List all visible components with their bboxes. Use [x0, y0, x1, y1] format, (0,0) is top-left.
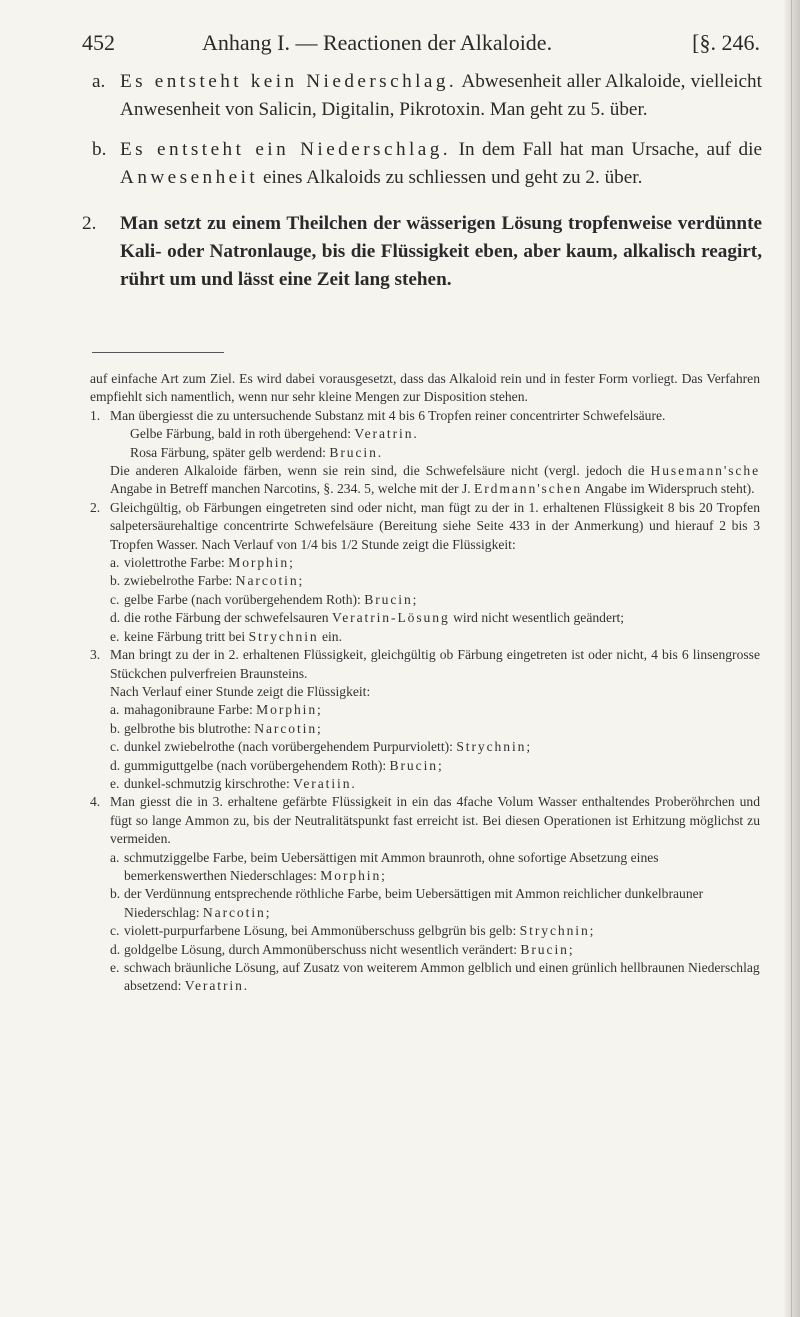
- list-item: b. der Verdünnung entsprechende röthliche Farbe, beim Uebersättigen mit Ammon reichlicher dunkelbrauner Niederschlag: Narcotin;: [110, 886, 704, 920]
- emphasis: Es entsteht kein Niederschlag.: [120, 71, 458, 92]
- footnote-rule: [92, 352, 224, 353]
- list-item: d. die rothe Färbung der schwefelsauren Veratrin-Lösung wird nicht wesentlich geändert;: [110, 610, 625, 626]
- item-a: a. Es entsteht kein Niederschlag. Abwesenheit aller Alkaloide, vielleicht Anwesenheit von Salicin, Digitalin, Pikrotoxin. Man geht zu 5. über.: [92, 71, 762, 120]
- page-number: 452: [82, 30, 115, 55]
- footnote-intro: auf einfache Art zum Ziel. Es wird dabei vorausgesetzt, dass das Alkaloid rein und in fester Form vorliegt. Das Verfahren empfiehlt sich namentlich, wenn nur sehr kleine Mengen zur Disposition stehen.: [90, 371, 760, 405]
- list-item: a. mahagonibraune Farbe: Morphin;: [110, 702, 323, 718]
- footnote-item-3: 3. Man bringt zu der in 2. erhaltenen Flüssigkeit, gleichgültig ob Färbung eingetreten ist oder nicht, 4 bis 6 linsengrosse Stückchen pulverfreien Braunsteins. Nach Verlauf einer Stunde zeigt die Flüssigkeit: a. mahagonibraune Farbe: Morphin; b. gelbrothe bis blutrothe: Narcotin; c. dunkel zwiebelrothe (nach vorübergehendem Purpurviolett): Strychnin; d. gummiguttgelbe (nach vorübergehendem Roth): Brucin; e. dunkel-schmutzig kirschrothe: Veratiin.: [90, 646, 760, 793]
- emphasis: Es entsteht ein Niederschlag.: [120, 139, 452, 160]
- list-item: e. keine Färbung tritt bei Strychnin ein.: [110, 628, 343, 644]
- item-b: b. Es entsteht ein Niederschlag. In dem Fall hat man Ursache, auf die Anwesenheit eines Alkaloids zu schliessen und geht zu 2. über.: [92, 139, 762, 188]
- list-item: e. schwach bräunliche Lösung, auf Zusatz von weiterem Ammon gelblich und einen grünlich hellbraunen Niederschlag absetzend: Veratrin.: [110, 960, 760, 994]
- footnote-item-1: 1. Man übergiesst die zu untersuchende Substanz mit 4 bis 6 Tropfen reiner concentrirter Schwefelsäure. Gelbe Färbung, bald in roth übergehend: Veratrin. Rosa Färbung, später gelb werdend: Brucin. Die anderen Alkaloide färben, wenn sie rein sind, die Schwefelsäure nicht (vergl. jedoch die Husemann'sche Angabe in Betreff manchen Narcotins, §. 234. 5, welche mit der J. Erdmann'schen Angabe im Widerspruch steht).: [90, 407, 761, 497]
- list-item: b. zwiebelrothe Farbe: Narcotin;: [110, 573, 305, 589]
- running-header: [82, 30, 760, 60]
- list-item: d. goldgelbe Lösung, durch Ammonüberschuss nicht wesentlich verändert: Brucin;: [110, 941, 575, 957]
- list-item: e. dunkel-schmutzig kirschrothe: Veratiin.: [110, 775, 357, 791]
- list-item: a. violettrothe Farbe: Morphin;: [110, 555, 295, 571]
- section-ref: [§. 246.: [692, 30, 760, 55]
- footnote-item-4: 4. Man giesst die in 3. erhaltene gefärbte Flüssigkeit in ein das 4fache Volum Wasser enthaltendes Proberöhrchen und fügt so lange Ammon zu, bis der Neutralitätspunkt fast erreicht ist. Bei diesen Operationen ist Erhitzung möglichst zu vermeiden. a. schmutziggelbe Farbe, beim Uebersättigen mit Ammon braunroth, ohne sofortige Absetzung eines bemerkenswerthen Niederschlages: Morphin; b. der Verdünnung entsprechende röthliche Farbe, beim Uebersättigen mit Ammon reichlicher dunkelbrauner Niederschlag: Narcotin; c. violett-purpurfarbene Lösung, bei Ammonüberschuss gelbgrün bis gelb: Strychnin; d. goldgelbe Lösung, durch Ammonüberschuss nicht wesentlich verändert: Brucin; e. schwach bräunliche Lösung, auf Zusatz von weiterem Ammon gelblich und einen grünlich hellbraunen Niederschlag absetzend: Veratrin.: [90, 793, 760, 995]
- footnote-item-2: 2. Gleichgültig, ob Färbungen eingetreten sind oder nicht, man fügt zu der in 1. erhaltenen Flüssigkeit 8 bis 20 Tropfen salpetersäurehaltige concentrirte Schwefelsäure (Bereitung siehe Seite 433 in der Anmerkung) und hierauf 2 bis 3 Tropfen Wasser. Nach Verlauf von 1/4 bis 1/2 Stunde zeigt die Flüssigkeit: a. violettrothe Farbe: Morphin; b. zwiebelrothe Farbe: Narcotin; c. gelbe Farbe (nach vorübergehendem Roth): Brucin; d. die rothe Färbung der schwefelsauren Veratrin-Lösung wird nicht wesentlich geändert; e. keine Färbung tritt bei Strychnin ein.: [90, 499, 760, 646]
- paragraph-2: 2. Man setzt zu einem Theilchen der wässerigen Lösung tropfenweise verdünnte Kali- oder Natronlauge, bis die Flüssigkeit eben, aber kaum, alkalisch reagirt, rührt um und lässt eine Zeit lang stehen.: [82, 213, 762, 290]
- list-item: d. gummiguttgelbe (nach vorübergehendem Roth): Brucin;: [110, 757, 444, 773]
- page-edge: [784, 0, 800, 1317]
- footnote: [90, 370, 760, 996]
- list-item: c. violett-purpurfarbene Lösung, bei Ammonüberschuss gelbgrün bis gelb: Strychnin;: [110, 923, 596, 939]
- main-text: [82, 68, 762, 306]
- header-title: Anhang I. — Reactionen der Alkaloide.: [202, 30, 553, 55]
- list-item: b. gelbrothe bis blutrothe: Narcotin;: [110, 720, 323, 736]
- list-item: a. schmutziggelbe Farbe, beim Uebersättigen mit Ammon braunroth, ohne sofortige Absetzung eines bemerkenswerthen Niederschlages: Morphin;: [110, 849, 659, 883]
- list-item: c. gelbe Farbe (nach vorübergehendem Roth): Brucin;: [110, 591, 419, 607]
- list-item: c. dunkel zwiebelrothe (nach vorübergehendem Purpurviolett): Strychnin;: [110, 739, 533, 755]
